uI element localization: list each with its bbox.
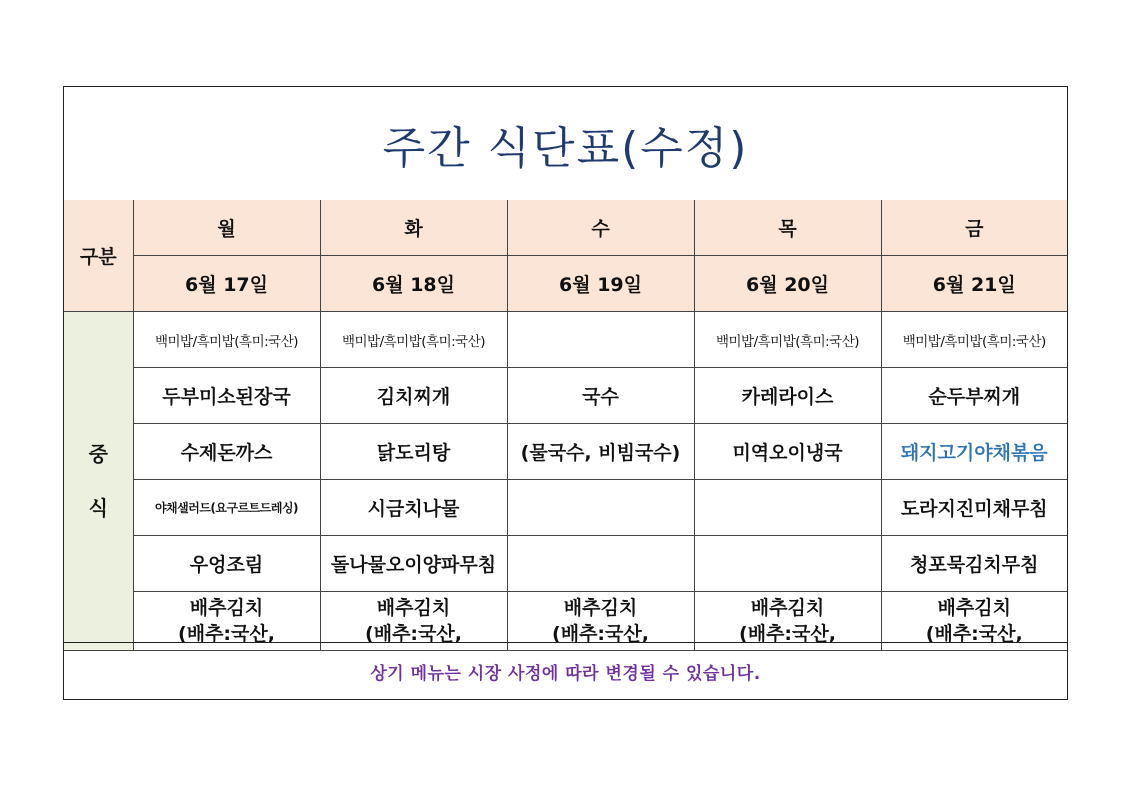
menu-cell: 카레라이스 — [694, 368, 881, 424]
kimchi-line2: (배추:국산, — [365, 623, 462, 645]
kimchi-line1: 배추김치 — [937, 597, 1011, 619]
page-title: 주간 식단표(수정) — [382, 122, 749, 174]
menu-cell: 닭도리탕 — [320, 424, 507, 480]
weekly-menu-table — [64, 200, 1067, 651]
menu-cell: 도라지진미채무침 — [881, 480, 1067, 536]
menu-cell: 돌나물오이양파무침 — [320, 536, 507, 592]
menu-cell: 야채샐러드(요구르트드레싱) — [133, 480, 320, 536]
gubun-header: 구분 — [64, 200, 133, 312]
weekday-header: 월 — [133, 200, 320, 256]
menu-cell: 백미밥/흑미밥(흑미:국산) — [133, 312, 320, 368]
kimchi-line1: 배추김치 — [189, 597, 264, 619]
menu-cell: 순두부찌개 — [881, 368, 1067, 424]
menu-cell: (물국수, 비빔국수) — [507, 424, 694, 480]
menu-cell: 두부미소된장국 — [133, 368, 320, 424]
kimchi-line1: 배추김치 — [563, 597, 638, 619]
menu-cell — [507, 480, 694, 536]
weekday-header: 목 — [694, 200, 881, 256]
menu-cell — [507, 312, 694, 368]
menu-cell: 시금치나물 — [320, 480, 507, 536]
menu-cell: 백미밥/흑미밥(흑미:국산) — [320, 312, 507, 368]
lunch-label-char: 중 — [88, 442, 108, 466]
menu-cell: 국수 — [507, 368, 694, 424]
lunch-label — [64, 312, 133, 651]
kimchi-line2: (배추:국산, — [552, 623, 649, 645]
note-row — [64, 642, 1067, 699]
footer-note: 상기 메뉴는 시장 사정에 따라 변경될 수 있습니다. — [370, 663, 761, 684]
date-header: 6월 17일 — [133, 256, 320, 312]
kimchi-line1: 배추김치 — [750, 597, 825, 619]
menu-cell: 청포묵김치무침 — [881, 536, 1067, 592]
date-header: 6월 18일 — [320, 256, 507, 312]
kimchi-line2: (배추:국산, — [739, 623, 836, 645]
menu-cell — [694, 480, 881, 536]
date-header: 6월 21일 — [881, 256, 1067, 312]
menu-cell — [694, 536, 881, 592]
menu-cell-highlight: 돼지고기야채볶음 — [881, 424, 1067, 480]
menu-cell: 김치찌개 — [320, 368, 507, 424]
menu-cell: 우엉조림 — [133, 536, 320, 592]
weekday-header: 수 — [507, 200, 694, 256]
lunch-label-char: 식 — [88, 496, 108, 520]
menu-cell: 미역오이냉국 — [694, 424, 881, 480]
menu-sheet — [63, 86, 1068, 700]
kimchi-line2: (배추:국산, — [178, 623, 275, 645]
menu-cell — [507, 536, 694, 592]
kimchi-line2: (배추:국산, — [925, 623, 1023, 645]
menu-cell: 백미밥/흑미밥(흑미:국산) — [694, 312, 881, 368]
date-header: 6월 20일 — [694, 256, 881, 312]
title-row — [64, 87, 1067, 201]
menu-cell: 백미밥/흑미밥(흑미:국산) — [881, 312, 1067, 368]
weekday-header: 화 — [320, 200, 507, 256]
menu-cell: 수제돈까스 — [133, 424, 320, 480]
weekday-header: 금 — [881, 200, 1067, 256]
date-header: 6월 19일 — [507, 256, 694, 312]
kimchi-line1: 배추김치 — [376, 597, 451, 619]
